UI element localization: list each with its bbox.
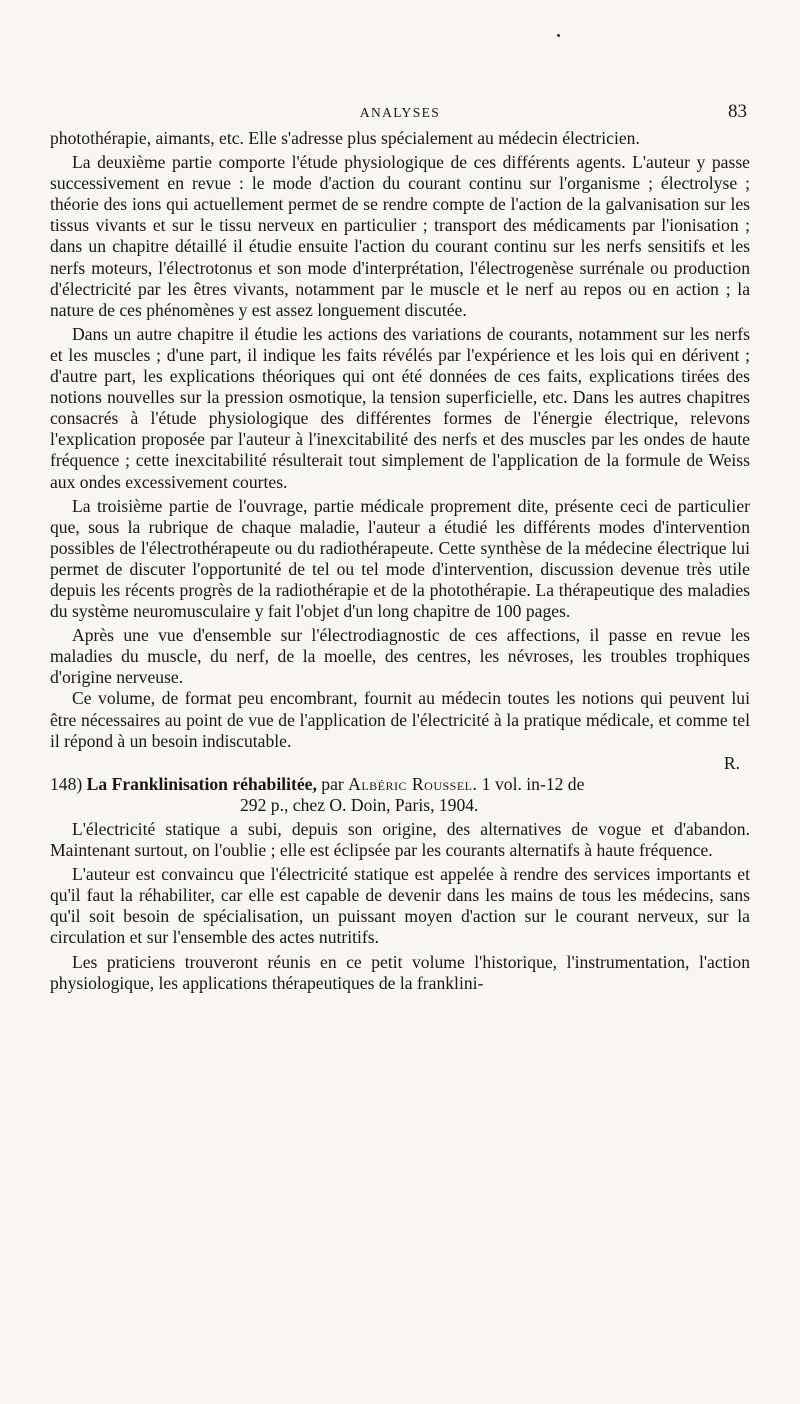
paragraph: L'électricité statique a subi, depuis son origine, des alternatives de vogue et d'abandon. Maintenant surtout, on l'oublie ; elle est éclipsée par les courants alternatifs à haute fréquence. bbox=[50, 819, 750, 861]
paragraph: La deuxième partie comporte l'étude physiologique de ces différents agents. L'auteur y passe successivement en revue : le mode d'action du courant continu sur l'organisme ; électrolyse ; théorie des ions qui actuellement permet de se rendre compte de l'action de la galvanisation sur les tissus vivants et sur le tissu nerveux en particulier ; transport des médicaments par l'ionisation ; dans un chapitre détaillé il étudie ensuite l'action du courant continu sur les nerfs sensitifs et les nerfs moteurs, l'électrotonus et son mode d'interprétation, l'électrogenèse surrénale ou production d'électricité par les êtres vivants, notamment par le muscle et le nerf au repos ou en action ; la nature de ces phénomènes y est assez longuement discutée. bbox=[50, 152, 750, 320]
ink-speck bbox=[557, 34, 560, 37]
entry-by: par bbox=[321, 773, 344, 794]
paragraph: Ce volume, de format peu encombrant, fournit au médecin toutes les notions qui peuvent lui être nécessaires au point de vue de l'application de l'électricité à la pratique médicale, et comme tel il répond à un besoin indiscutable. bbox=[50, 688, 750, 751]
entry-publication-line1: 1 vol. in-12 de bbox=[481, 773, 585, 794]
entry-heading bbox=[50, 774, 750, 816]
entry-number: 148) bbox=[50, 773, 83, 794]
entry-author: Albéric Roussel. bbox=[348, 773, 478, 794]
page-number: 83 bbox=[728, 101, 747, 122]
paragraph: Dans un autre chapitre il étudie les actions des variations de courants, notamment sur les nerfs et les muscles ; d'une part, il indique les faits révélés par l'expérience et les lois qui en dérivent ; d'autre part, les explications théoriques qui ont été données de ces faits, explications tirées des notions nouvelles sur la pression osmotique, la tension superficielle, etc. Dans les autres chapitres consacrés à l'étude physiologique des différentes formes de l'énergie électrique, relevons l'explication proposée par l'auteur à l'inexcitabilité des nerfs et des muscles par les ondes de haute fréquence ; cette inexcitabilité résulterait tout simplement de l'application de la formule de Weiss aux ondes excessivement courtes. bbox=[50, 323, 750, 492]
running-head bbox=[0, 101, 800, 125]
body-text bbox=[50, 128, 750, 994]
review-signature: R. bbox=[723, 752, 740, 773]
running-title: ANALYSES bbox=[359, 105, 441, 120]
paragraph: Après une vue d'ensemble sur l'électrodiagnostic de ces affections, il passe en revue les maladies du muscle, du nerf, de la moelle, des centres, les névroses, les troubles trophiques d'origine nerveuse. bbox=[50, 625, 750, 688]
entry-publication-line2: 292 p., chez O. Doin, Paris, 1904. bbox=[240, 794, 479, 815]
paragraph: Les praticiens trouveront réunis en ce petit volume l'historique, l'instrumentation, l'action physiologique, les applications thérapeutiques de la franklini- bbox=[50, 951, 750, 993]
paragraph: L'auteur est convaincu que l'électricité statique est appelée à rendre des services importants et qu'il faut la réhabiliter, car elle est capable de devenir dans les mains de tous les médecins, sans qu'il soit besoin de spécialisation, un puissant moyen d'action sur le courant nerveux, sur la circulation et sur l'ensemble des actes nutritifs. bbox=[50, 864, 750, 948]
entry-title: La Franklinisation réhabilitée, bbox=[86, 773, 317, 794]
paragraph: photothérapie, aimants, etc. Elle s'adresse plus spécialement au médecin électricien. bbox=[50, 128, 640, 148]
paragraph: La troisième partie de l'ouvrage, partie médicale proprement dite, présente ceci de particulier que, sous la rubrique de chaque maladie, l'auteur a étudié les différents modes d'intervention possibles de l'électrothérapeute ou du radiothérapeute. Cette synthèse de la médecine électrique lui permet de discuter l'opportunité de tel ou tel mode d'intervention, discussion devenue très utile depuis les récents progrès de la radiothérapie et de la photothérapie. La thérapeutique des maladies du système neuromusculaire y fait l'objet d'un long chapitre de 100 pages. bbox=[50, 495, 750, 622]
